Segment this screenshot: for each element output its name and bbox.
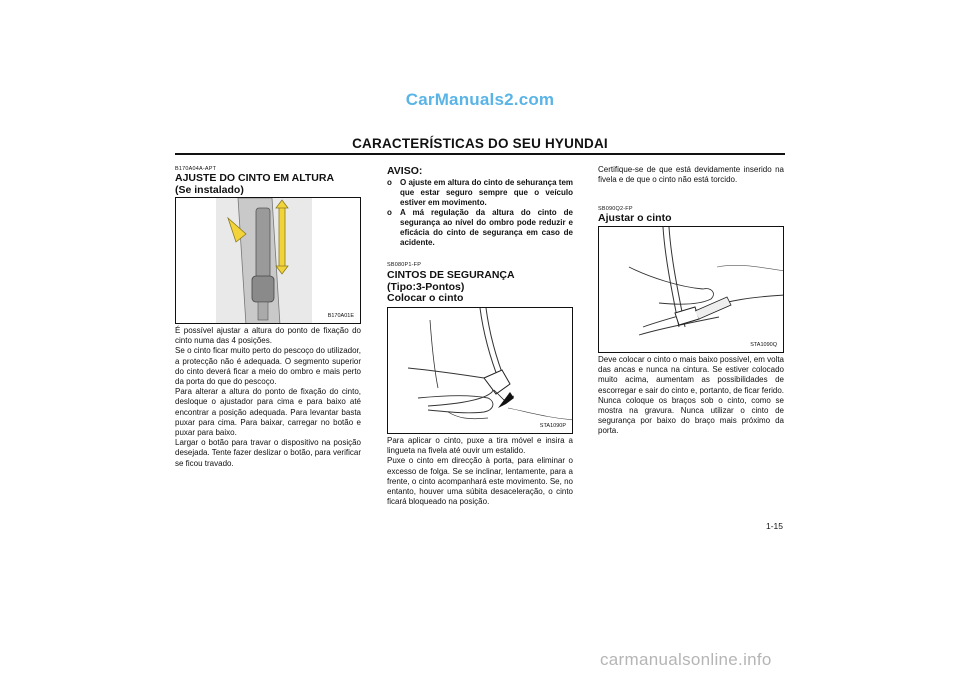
paragraph: É possível ajustar a altura do ponto de fixação do cinto numa das 4 posições. (175, 326, 361, 346)
section-body (387, 436, 573, 507)
insert-arrow (498, 392, 514, 408)
paragraph: Largar o botão para travar o dispositivo na posição desejada. Tente fazer deslizar o botão, para verificar se ficou travado. (175, 438, 361, 468)
heading-line: AJUSTE DO CINTO EM ALTURA (175, 172, 335, 184)
section-code: SB090Q2-FP (598, 206, 633, 212)
paragraph: Puxe o cinto em direcção à porta, para eliminar o excesso de folga. Se se inclinar, lentamente, para a frente, o cinto acompanhará este movimento. Se, no entanto, houver uma súbita desaceleração, o cinto ficará bloqueado na posição. (387, 456, 573, 507)
figure-label: STA1090Q (750, 342, 777, 348)
heading-line: (Tipo:3-Pontos) (387, 280, 465, 293)
section-heading (175, 173, 334, 196)
warning-item (387, 208, 573, 248)
section-code: B170A04A-APT (175, 166, 217, 172)
bullet: o (387, 208, 392, 217)
height-adjuster-illustration (176, 198, 361, 324)
warning-title: AVISO: (387, 165, 423, 177)
heading-line: (Se instalado) (175, 183, 244, 196)
fasten-belt-illustration (388, 308, 573, 434)
warning-list (387, 178, 573, 248)
section-body (175, 326, 361, 469)
figure-label: B170A01E (327, 313, 354, 319)
figure-label: STA1090P (539, 423, 566, 429)
heading-line: Colocar o cinto (387, 292, 464, 304)
intro-text: Certifique-se de que está devidamente inserido na fivela e de que o cinto não está torcido. (598, 165, 784, 185)
figure-height-adjuster (175, 197, 361, 324)
section-code: SB080P1-FP (387, 262, 422, 268)
section-heading: Ajustar o cinto (598, 212, 672, 224)
warning-item (387, 178, 573, 208)
figure-adjust-belt (598, 226, 784, 353)
site-watermark-bottom[interactable]: carmanualsonline.info (600, 650, 772, 669)
bullet: o (387, 178, 392, 187)
paragraph: Para aplicar o cinto, puxe a tira móvel e insira a lingueta na fivela até ouvir um estalido. (387, 436, 573, 456)
section-heading (387, 270, 515, 305)
paragraph: Se o cinto ficar muito perto do pescoço do utilizador, a protecção não é adequada. O segmento superior do cinto deverá ficar a meio do ombro e mais perto da porta do que do pescoço. (175, 346, 361, 387)
warning-text: O ajuste em altura do cinto de sehurança tem que estar seguro sempre que o veículo estiver em movimento. (400, 178, 573, 207)
warning-text: A má regulação da altura do cinto de segurança ao nível do ombro pode reduzir e eficácia do cinto de segurança em caso de acidente. (400, 208, 573, 247)
site-watermark-top[interactable]: CarManuals2.com (405, 90, 555, 109)
figure-fasten-belt (387, 307, 573, 434)
page-title: CARACTERÍSTICAS DO SEU HYUNDAI (352, 136, 608, 151)
paragraph: Deve colocar o cinto o mais baixo possível, em volta das ancas e nunca na cintura. Se estiver colocado muito acima, aumentam as possibilidades de escorregar e sair do cinto e, portanto, de ficar ferido. Nunca coloque os braços sob o cinto, como se mostra na gravura. Nunca utilizar o cinto de segurança por baixo do braço mais próximo da porta. (598, 355, 784, 436)
title-rule (175, 153, 785, 155)
heading-line: CINTOS DE SEGURANÇA (387, 269, 515, 281)
adjust-belt-illustration (599, 227, 784, 353)
section-body (598, 355, 784, 437)
paragraph: Para alterar a altura do ponto de fixação do cinto, desloque o ajustador para cima e para baixo até encontrar a posição adequada. Para levantar basta puxar para cima. Para baixar, carregar no botão e puxar para baixo. (175, 387, 361, 438)
page-number: 1-15 (766, 521, 784, 531)
